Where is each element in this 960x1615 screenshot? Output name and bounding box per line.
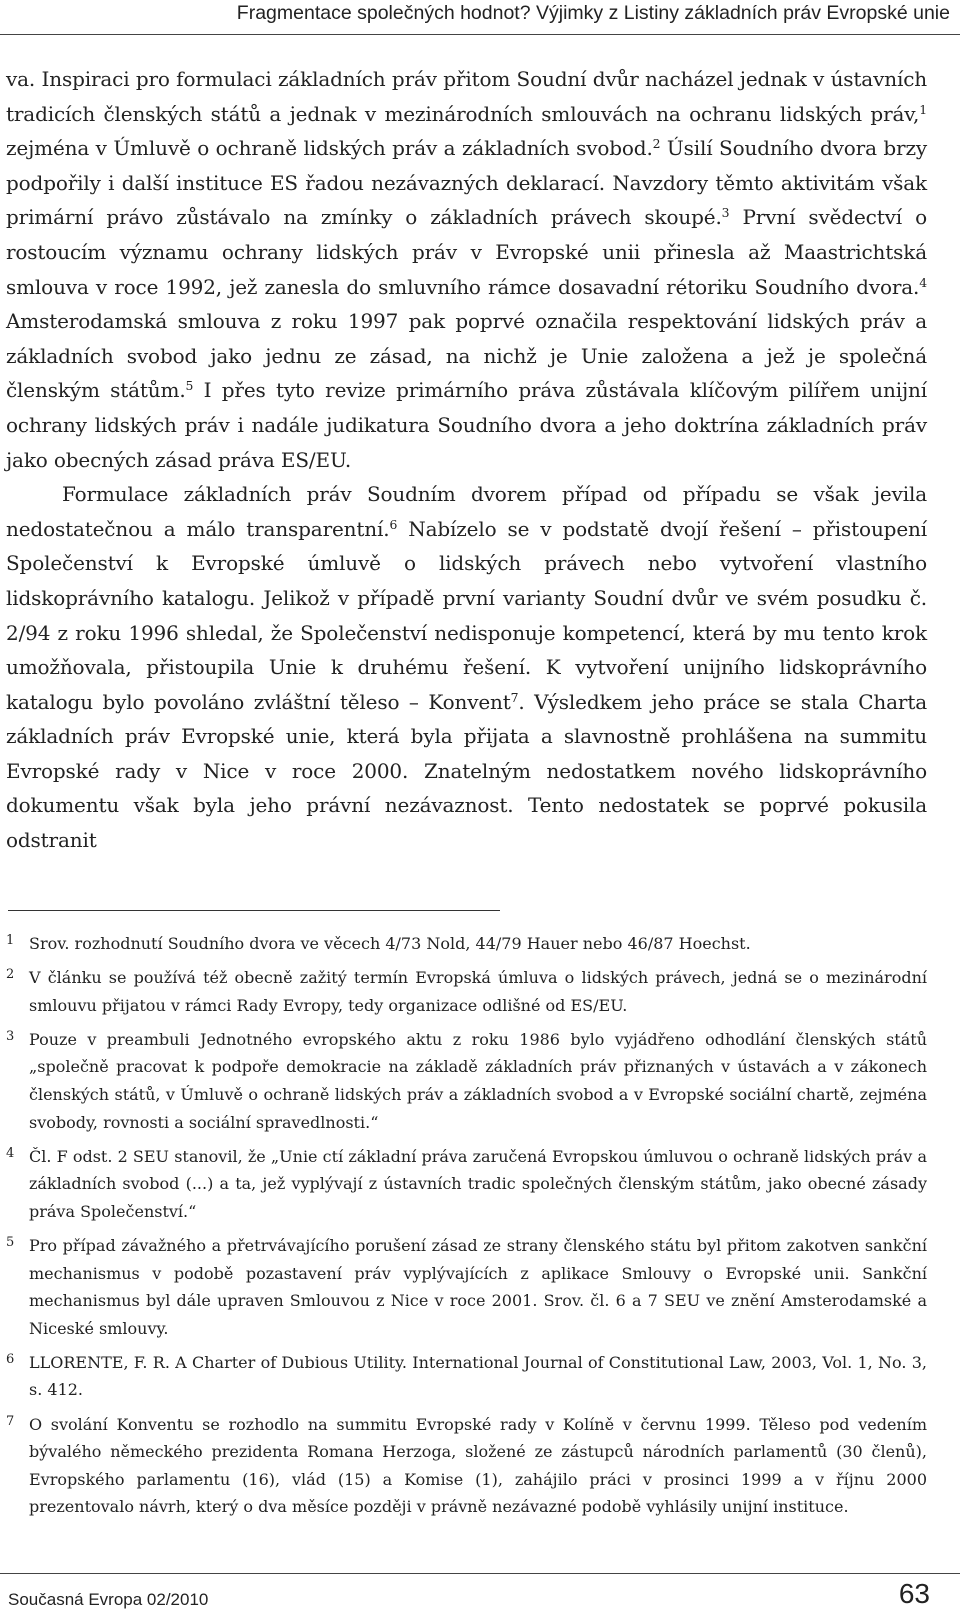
paragraph-1-text-1: va. Inspiraci pro formulaci základních práv přitom Soudní dvůr nacházel jednak v ústavních tradicích členských států a jednak v mezinárodních smlouvách na ochranu lidských práv, — [6, 67, 927, 126]
paragraph-1-text-3: Úsilí Soudního dvora brzy podpořily i další instituce ES řadou nezávazných deklarací. Navzdory těmto aktivitám však primární právo zůstávalo na zmínky o základních právech skoupé. — [6, 136, 927, 230]
footnote-ref-1[interactable]: 1 — [919, 101, 927, 117]
header-rule — [0, 34, 960, 35]
footnote-text: O svolání Konventu se rozhodlo na summitu Evropské rady v Kolíně v červnu 1999. Těleso pod vedením bývalého německého prezidenta Romana Herzoga, složené ze zástupců národních parlamentů (30 členů), Evropského parlamentu (16), vlád (15) a Komise (1), zahájilo práci v prosinci 1999 a v říjnu 2000 prezentovalo návrh, který o dva měsíce později v právně nezávazné podobě vyhlásily unijní instituce. — [29, 1414, 927, 1517]
footnote-2 — [6, 964, 927, 1019]
paragraph-1 — [6, 62, 927, 477]
footnote-text: LLORENTE, F. R. A Charter of Dubious Utility. International Journal of Constitutional Law, 2003, Vol. 1, No. 3, s. 412. — [29, 1352, 927, 1400]
paragraph-1-text-5: Amsterodamská smlouva z roku 1997 pak poprvé označila respektování lidských práv a základních svobod jako jednu ze zásad, na nichž je Unie založena a jež je společná členským státům. — [6, 309, 927, 403]
footnote-number: 7 — [6, 1413, 15, 1429]
footnote-ref-3[interactable]: 3 — [721, 205, 730, 221]
footnote-ref-7[interactable]: 7 — [510, 689, 519, 705]
footnote-5 — [6, 1232, 927, 1342]
paragraph-2 — [6, 477, 927, 858]
main-text — [6, 62, 927, 858]
footnote-number: 5 — [6, 1234, 15, 1250]
footnote-ref-6[interactable]: 6 — [389, 516, 398, 532]
running-header — [0, 0, 960, 36]
footnote-6 — [6, 1349, 927, 1404]
footnote-number: 6 — [6, 1351, 15, 1367]
footnote-1 — [6, 930, 927, 958]
footnote-text: Srov. rozhodnutí Soudního dvora ve věcech 4/73 Nold, 44/79 Hauer nebo 46/87 Hoechst. — [29, 934, 751, 953]
page-footer — [0, 1560, 960, 1615]
paragraph-2-text-1: Formulace základních práv Soudním dvorem případ od případu se však jevila nedostatečnou a málo transparentní. — [6, 482, 927, 541]
footnote-ref-2[interactable]: 2 — [652, 136, 661, 152]
footnote-number: 1 — [6, 933, 15, 948]
footnote-3 — [6, 1026, 927, 1136]
footnotes — [6, 930, 927, 1527]
footnote-4 — [6, 1143, 927, 1226]
footnote-number: 2 — [6, 967, 15, 983]
footnote-number: 3 — [6, 1028, 15, 1044]
page-number: 63 — [898, 1578, 930, 1609]
paragraph-1-text-4: První svědectví o rostoucím významu ochrany lidských práv v Evropské unii přinesla až Maastrichtská smlouva v roce 1992, jež zanesla do smluvního rámce dosavadní rétoriku Soudního dvora. — [6, 205, 927, 299]
footnote-text: Pouze v preambuli Jednotného evropského aktu z roku 1986 bylo vyjádřeno odhodlání členských států „společně pracovat k podpoře demokracie na základě základních práv přiznaných v ústavách a v zákonech členských států, v Úmluvě o ochraně lidských práv a základních svobod a v Evropské sociální chartě, zejména svobody, rovnosti a sociální spravedlnosti.“ — [29, 1029, 927, 1132]
running-title: Fragmentace společných hodnot? Výjimky z Listiny základních práv Evropské unie — [236, 2, 950, 24]
paragraph-2-text-3: . Výsledkem jeho práce se stala Charta základních práv Evropské unie, která byla přijata a slavnostně prohlášena na summitu Evropské rady v Nice v roce 2000. Znatelným nedostatkem nového lidskoprávního dokumentu však byla jeho právní nezávaznost. Tento nedostatek se poprvé pokusila odstranit — [6, 689, 927, 853]
footnote-separator — [8, 910, 500, 911]
journal-issue: Současná Evropa 02/2010 — [8, 1590, 209, 1609]
footnote-ref-4[interactable]: 4 — [919, 274, 927, 290]
paragraph-1-text-6: I přes tyto revize primárního práva zůstávala klíčovým pilířem unijní ochrany lidských práv i nadále judikatura Soudního dvora a jeho doktrína základních práv jako obecných zásad práva ES/EU. — [6, 378, 927, 472]
footnote-text: Pro případ závažného a přetrvávajícího porušení zásad ze strany členského státu byl přitom zakotven sankční mechanismus v podobě pozastavení práv vyplývajících z aplikace Smlouvy o Evropské unii. Sankční mechanismus byl dále upraven Smlouvou z Nice v roce 2001. Srov. čl. 6 a 7 SEU ve znění Amsterodamské a Niceské smlouvy. — [29, 1235, 927, 1338]
footnote-7 — [6, 1411, 927, 1521]
footnote-text: Čl. F odst. 2 SEU stanovil, že „Unie ctí základní práva zaručená Evropskou úmluvou o ochraně lidských práv a základních svobod (...) a ta, jež vyplývají z ústavních tradic společných členským státům, jako obecné zásady práva Společenství.“ — [29, 1146, 927, 1221]
footnote-ref-5[interactable]: 5 — [185, 378, 194, 394]
footnote-text: V článku se používá též obecně zažitý termín Evropská úmluva o lidských právech, jedná se o mezinárodní smlouvu přijatou v rámci Rady Evropy, tedy organizace odlišné od ES/EU. — [29, 968, 927, 1015]
footnote-number: 4 — [6, 1145, 15, 1161]
paragraph-1-text-2: zejména v Úmluvě o ochraně lidských práv a základních svobod. — [6, 136, 653, 161]
footer-rule — [0, 1573, 960, 1574]
paragraph-2-text-2: Nabízelo se v podstatě dvojí řešení – přistoupení Společenství k Evropské úmluvě o lidských právech nebo vytvoření vlastního lidskoprávního katalogu. Jelikož v případě první varianty Soudní dvůr ve svém posudku č. 2/94 z roku 1996 shledal, že Společenství nedisponuje kompetencí, která by mu tento krok umožňovala, přistoupila Unie k druhému řešení. K vytvoření unijního lidskoprávního katalogu bylo povoláno zvláštní těleso – Konvent — [6, 516, 927, 714]
